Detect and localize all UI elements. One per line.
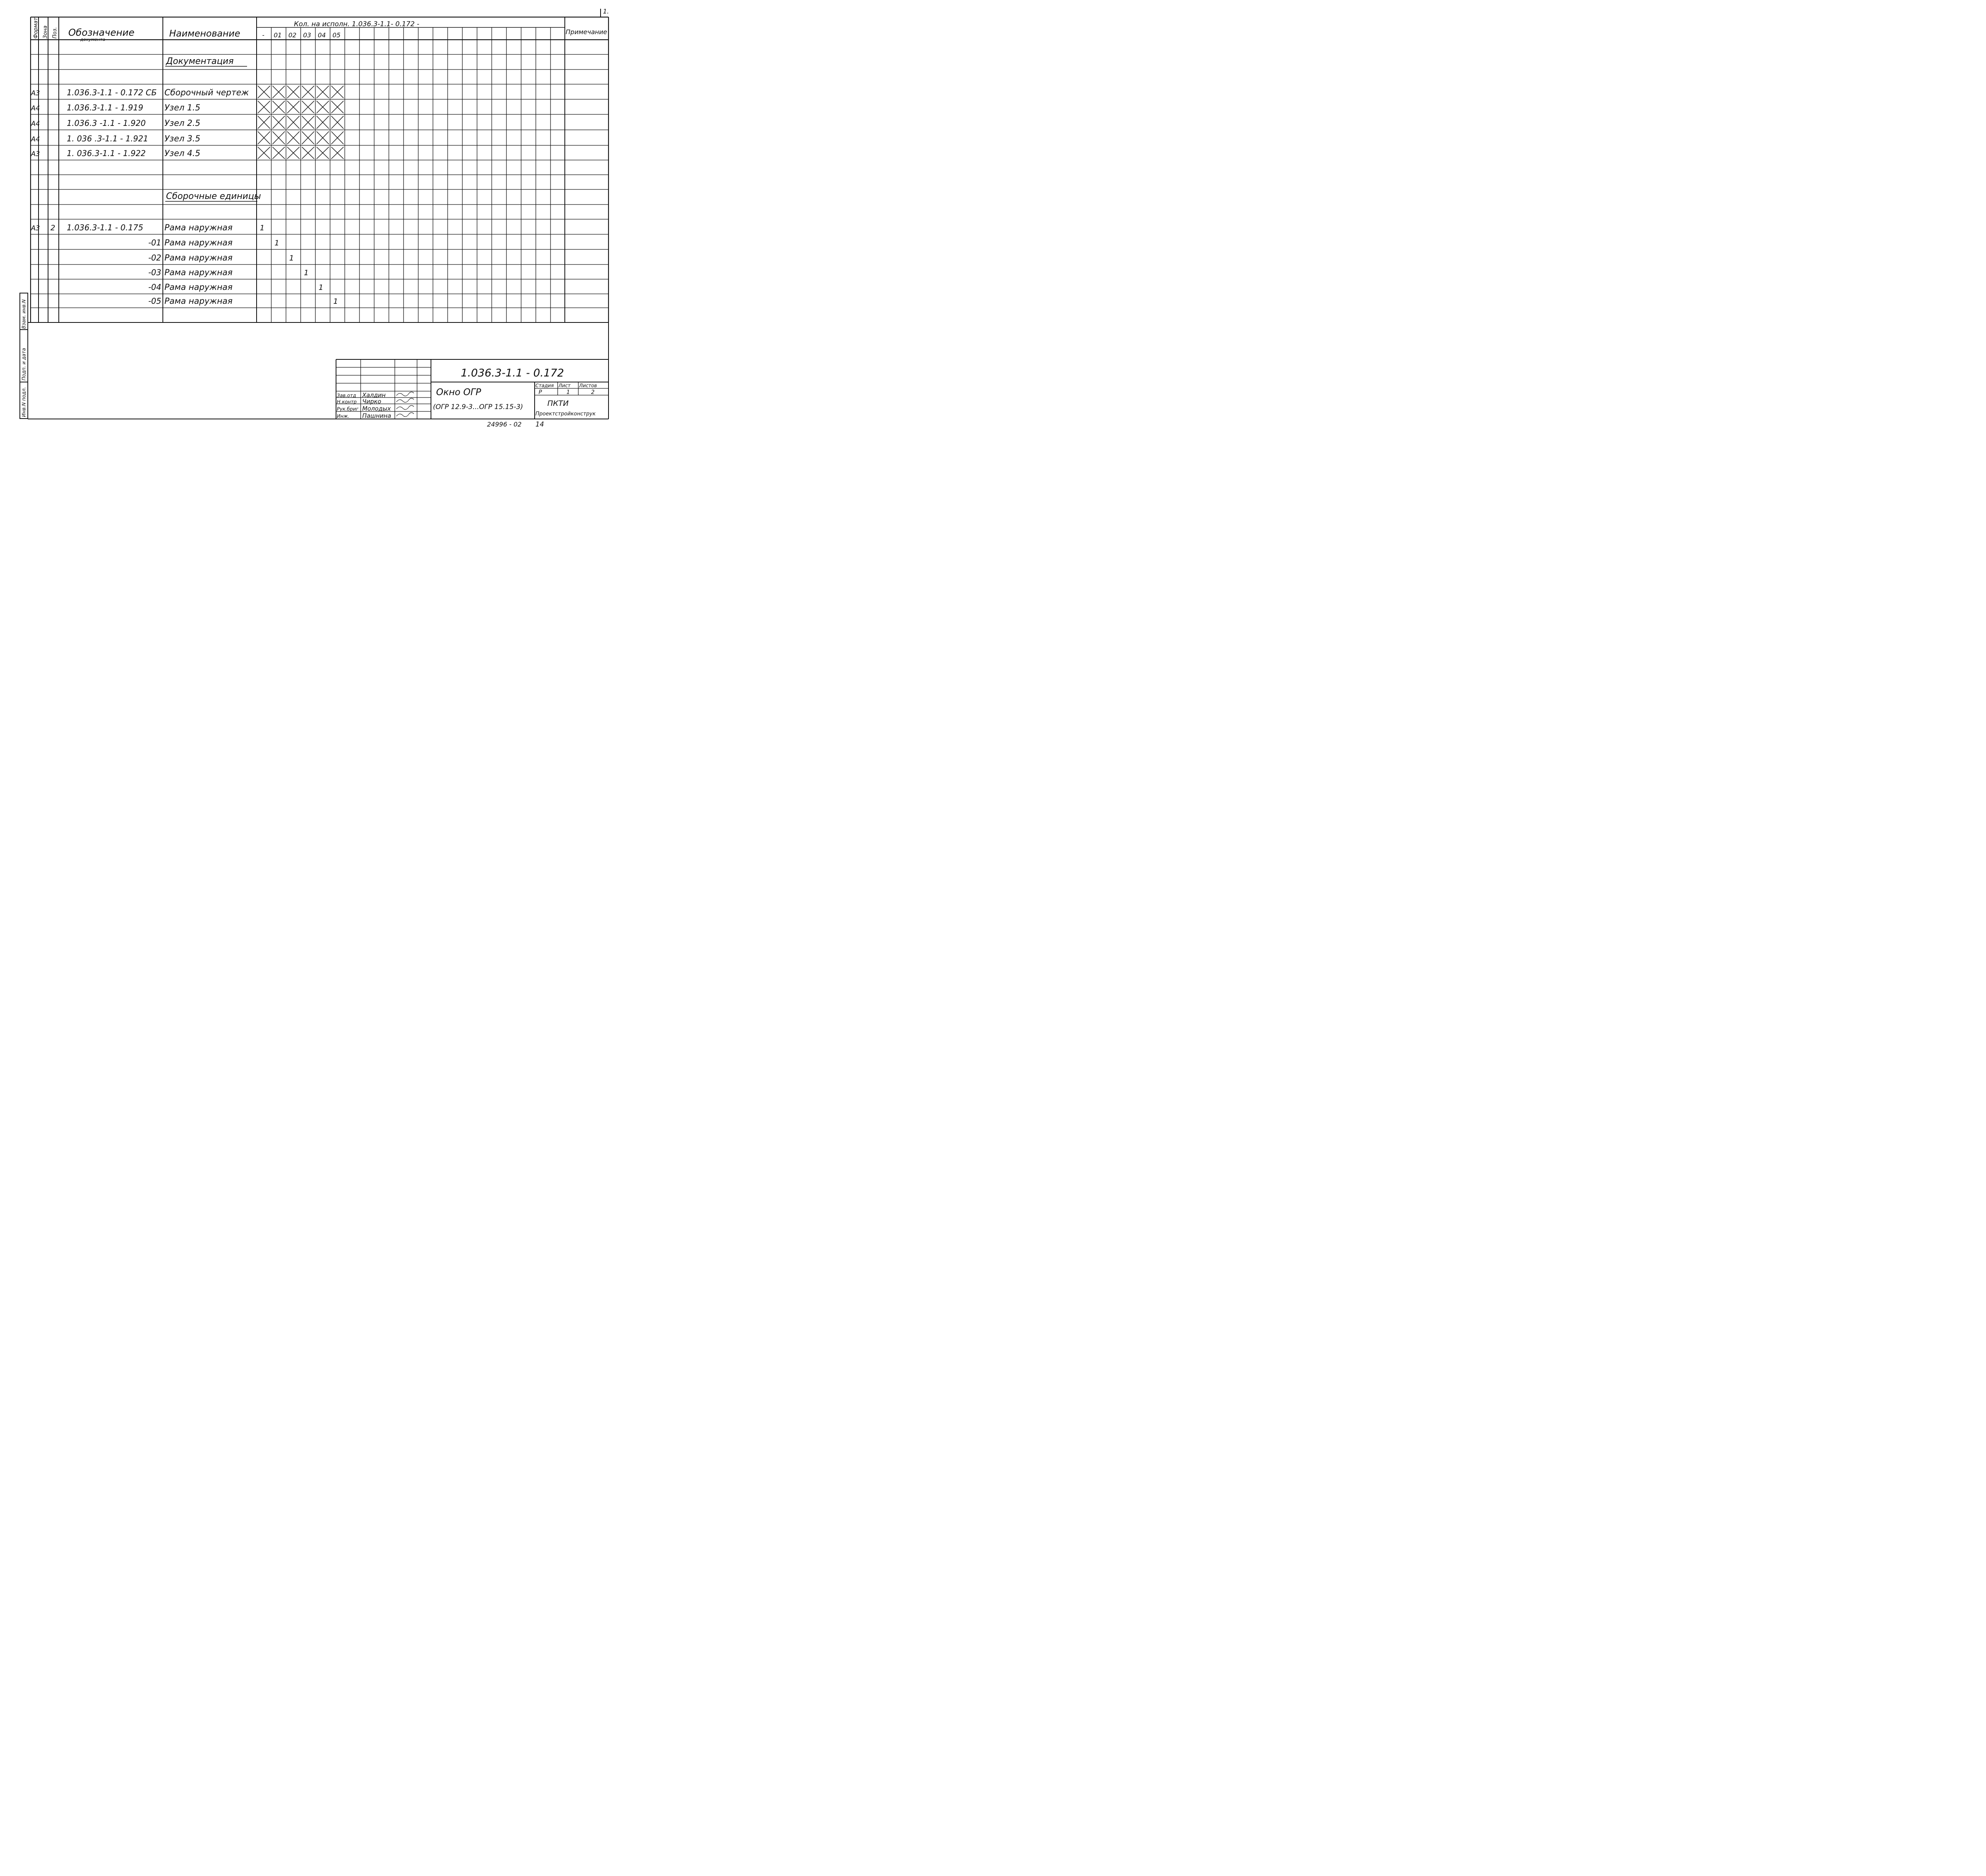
table-row xyxy=(31,86,344,98)
table-row xyxy=(148,253,294,262)
row-format: А4 xyxy=(31,104,40,112)
sheet-value: 1 xyxy=(566,389,570,396)
qty-value: 1 xyxy=(333,297,338,306)
header-note: Примечание xyxy=(566,28,607,36)
variant-label: 03 xyxy=(303,31,311,39)
row-format: А3 xyxy=(31,224,40,232)
signer-name: Халдин xyxy=(362,392,386,399)
doc-number: 1.036.3-1.1 - 0.172 xyxy=(461,367,564,379)
row-designation: -04 xyxy=(148,282,161,292)
section-heading: Документация xyxy=(166,56,234,66)
sheet-label: Лист xyxy=(558,383,571,388)
row-designation: 1. 036.3-1.1 - 1.922 xyxy=(67,149,146,158)
sheets-value: 2 xyxy=(591,389,595,396)
table-row xyxy=(148,296,338,306)
row-name: Узел 1.5 xyxy=(164,103,201,112)
qty-value: 1 xyxy=(319,283,324,292)
variant-labels xyxy=(262,31,340,39)
table-row xyxy=(31,223,265,232)
stage-value: Р xyxy=(539,389,542,396)
row-name: Узел 3.5 xyxy=(164,134,201,143)
table-row xyxy=(165,56,247,66)
signature-scribble xyxy=(396,413,414,417)
row-designation: 1.036.3-1.1 - 0.175 xyxy=(67,223,143,232)
table-row xyxy=(165,191,261,201)
side-sign-date: Подп. и дата xyxy=(21,348,27,380)
title-line2: (ОГР 12.9-3...ОГР 15.15-3) xyxy=(433,403,523,411)
table-row xyxy=(148,238,279,247)
signature-scribble xyxy=(396,398,414,402)
row-name: Рама наружная xyxy=(164,223,233,232)
signature-scribble xyxy=(396,405,414,409)
signer-name: Молодых xyxy=(362,405,391,412)
signer-row xyxy=(337,405,414,412)
signer-role: Рук.бриг xyxy=(337,406,359,412)
side-inv-orig: Инв.N подл. xyxy=(21,387,27,417)
sheet-mark: 1. xyxy=(603,8,609,15)
variant-label: 02 xyxy=(288,31,297,39)
row-name: Узел 4.5 xyxy=(164,149,201,158)
signer-role: Н.контр xyxy=(337,399,357,405)
header-format: Формат xyxy=(33,17,39,39)
row-pos: 2 xyxy=(50,224,56,232)
row-designation: 1.036.3 -1.1 - 1.920 xyxy=(67,118,146,128)
archive-number: 24996 - 02 xyxy=(487,421,522,428)
header-pos: Поз. xyxy=(52,27,58,39)
signer-row xyxy=(337,412,414,419)
row-designation: -01 xyxy=(148,238,161,247)
row-format: А4 xyxy=(31,120,40,128)
variant-label: 05 xyxy=(332,31,341,39)
row-name: Рама наружная xyxy=(164,253,233,262)
signature-scribble xyxy=(396,392,414,396)
row-designation: -05 xyxy=(148,296,161,306)
org-line2: Проектстройконструк xyxy=(535,411,596,417)
title-line1: Окно ОГР xyxy=(436,387,481,398)
header-qty-caption: Кол. на исполн. 1.036.3-1.1- 0.172 - xyxy=(294,20,419,28)
qty-value: 1 xyxy=(304,268,309,277)
table-row xyxy=(31,101,344,113)
row-format: А3 xyxy=(31,150,40,158)
section-heading: Сборочные единицы xyxy=(166,191,261,201)
row-name: Рама наружная xyxy=(164,238,233,247)
signer-role: Инж. xyxy=(337,413,350,419)
variant-label: - xyxy=(262,31,265,39)
footer-page: 14 xyxy=(535,421,544,428)
variant-label: 04 xyxy=(318,31,326,39)
row-name: Рама наружная xyxy=(164,282,233,292)
signer-name: Чирко xyxy=(362,398,381,405)
stage-label: Стадия xyxy=(535,383,554,388)
header-designation-sub: документа xyxy=(80,37,105,42)
qty-value: 1 xyxy=(289,254,294,262)
row-format: А3 xyxy=(31,89,40,97)
variant-label: 01 xyxy=(274,31,282,39)
side-replaced-inv: Взам. инв.N xyxy=(21,299,27,329)
sheets-label: Листов xyxy=(579,383,597,388)
qty-value: 1 xyxy=(274,239,280,247)
signer-name: Пашнина xyxy=(362,412,391,419)
specification-sheet xyxy=(0,0,620,437)
row-name: Узел 2.5 xyxy=(164,118,201,128)
row-designation: 1.036.3-1.1 - 1.919 xyxy=(67,103,143,112)
row-designation: 1.036.3-1.1 - 0.172 СБ xyxy=(67,88,157,97)
table-row xyxy=(148,268,309,277)
header-designation: Обозначение xyxy=(68,27,135,38)
table-rows xyxy=(31,56,344,306)
signers xyxy=(337,392,414,419)
row-name: Рама наружная xyxy=(164,268,233,277)
row-designation: 1. 036 .3-1.1 - 1.921 xyxy=(67,134,149,143)
org-line1: ПКТИ xyxy=(547,399,569,408)
table-row xyxy=(31,116,344,129)
table-row xyxy=(31,147,344,159)
row-name: Сборочный чертеж xyxy=(164,88,249,97)
header-name: Наименование xyxy=(169,29,240,39)
table-row xyxy=(148,282,323,292)
signer-role: Зав.отд xyxy=(337,393,356,398)
row-name: Рама наружная xyxy=(164,296,233,306)
spec-table-grid xyxy=(31,17,609,322)
row-designation: -02 xyxy=(148,253,161,262)
table-row xyxy=(31,131,344,144)
row-designation: -03 xyxy=(148,268,161,277)
qty-value: 1 xyxy=(260,224,265,232)
row-format: А4 xyxy=(31,135,40,143)
header-zone: Зона xyxy=(43,25,48,39)
